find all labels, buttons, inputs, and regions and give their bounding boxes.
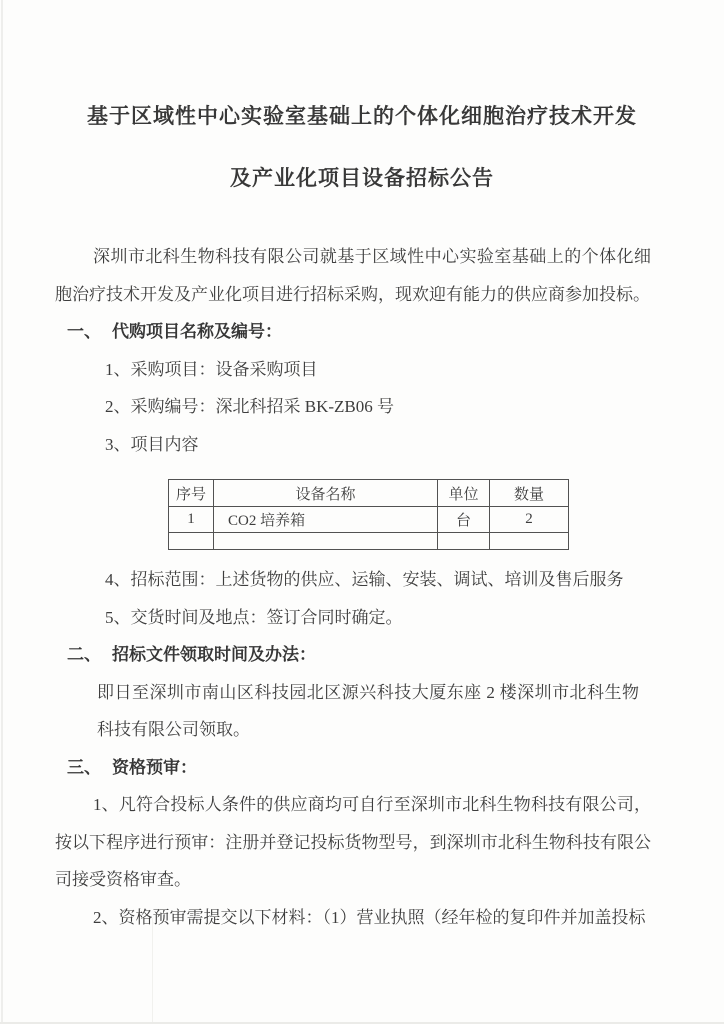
- intro-paragraph: 深圳市北科生物科技有限公司就基于区域性中心实验室基础上的个体化细胞治疗技术开发及产业化项目进行招标采购，现欢迎有能力的供应商参加投标。: [55, 247, 651, 304]
- section-1-number: 一、: [67, 322, 101, 341]
- section-1-item-5: 5、交货时间及地点：签订合同时确定。: [105, 607, 403, 627]
- cell-serial-empty: [169, 533, 214, 550]
- table-header-quantity: 数量: [490, 480, 569, 507]
- section-1-item-3: 3、项目内容: [105, 434, 199, 454]
- title-line-2: 及产业化项目设备招标公告: [230, 166, 494, 190]
- cell-quantity-empty: [490, 533, 569, 550]
- section-2-number: 二、: [67, 645, 101, 664]
- table-header-device-name: 设备名称: [214, 480, 438, 507]
- section-2-heading-text: 招标文件领取时间及办法：: [112, 645, 316, 664]
- section-1-item-4: 4、招标范围：上述货物的供应、运输、安装、调试、培训及售后服务: [105, 570, 624, 589]
- section-1-heading: [55, 313, 651, 351]
- section-3-heading-text: 资格预审：: [112, 757, 197, 777]
- section-1-heading-text: 代购项目名称及编号：: [112, 322, 282, 341]
- table-row-empty: [169, 533, 569, 550]
- equipment-table-header-row: [169, 480, 569, 507]
- equipment-table: [168, 479, 569, 550]
- cell-device-name-empty: [214, 533, 438, 550]
- cell-unit: 台: [438, 507, 490, 533]
- cell-quantity: 2: [490, 507, 569, 533]
- section-3-heading: [55, 749, 651, 787]
- section-1-item-1: 1、采购项目：设备采购项目: [105, 359, 318, 379]
- cell-unit-empty: [438, 533, 490, 550]
- title-line-1: 基于区域性中心实验室基础上的个体化细胞治疗技术开发: [87, 104, 637, 128]
- section-2-heading: [55, 636, 651, 674]
- section-1-item-2: 2、采购编号：深北科招采 BK-ZB06 号: [105, 397, 394, 416]
- section-2-body: 即日至深圳市南山区科技园北区源兴科技大厦东座 2 楼深圳市北科生物科技有限公司领取。: [97, 682, 639, 739]
- table-header-serial: 序号: [169, 480, 214, 507]
- table-row: [169, 507, 569, 533]
- table-header-unit: 单位: [438, 480, 490, 507]
- document-body: [55, 238, 651, 936]
- cell-serial: 1: [169, 507, 214, 533]
- section-3-paragraph-2: 2、资格预审需提交以下材料：（1）营业执照（经年检的复印件并加盖投标: [93, 907, 646, 927]
- cell-device-name: CO2 培养箱: [214, 507, 438, 533]
- section-3-paragraph-1: 1、凡符合投标人条件的供应商均可自行至深圳市北科生物科技有限公司，按以下程序进行预审：注册并登记投标货物型号，到深圳市北科生物科技有限公司接受资格审查。: [55, 795, 651, 889]
- document-title: [0, 100, 724, 194]
- section-3-number: 三、: [67, 757, 101, 777]
